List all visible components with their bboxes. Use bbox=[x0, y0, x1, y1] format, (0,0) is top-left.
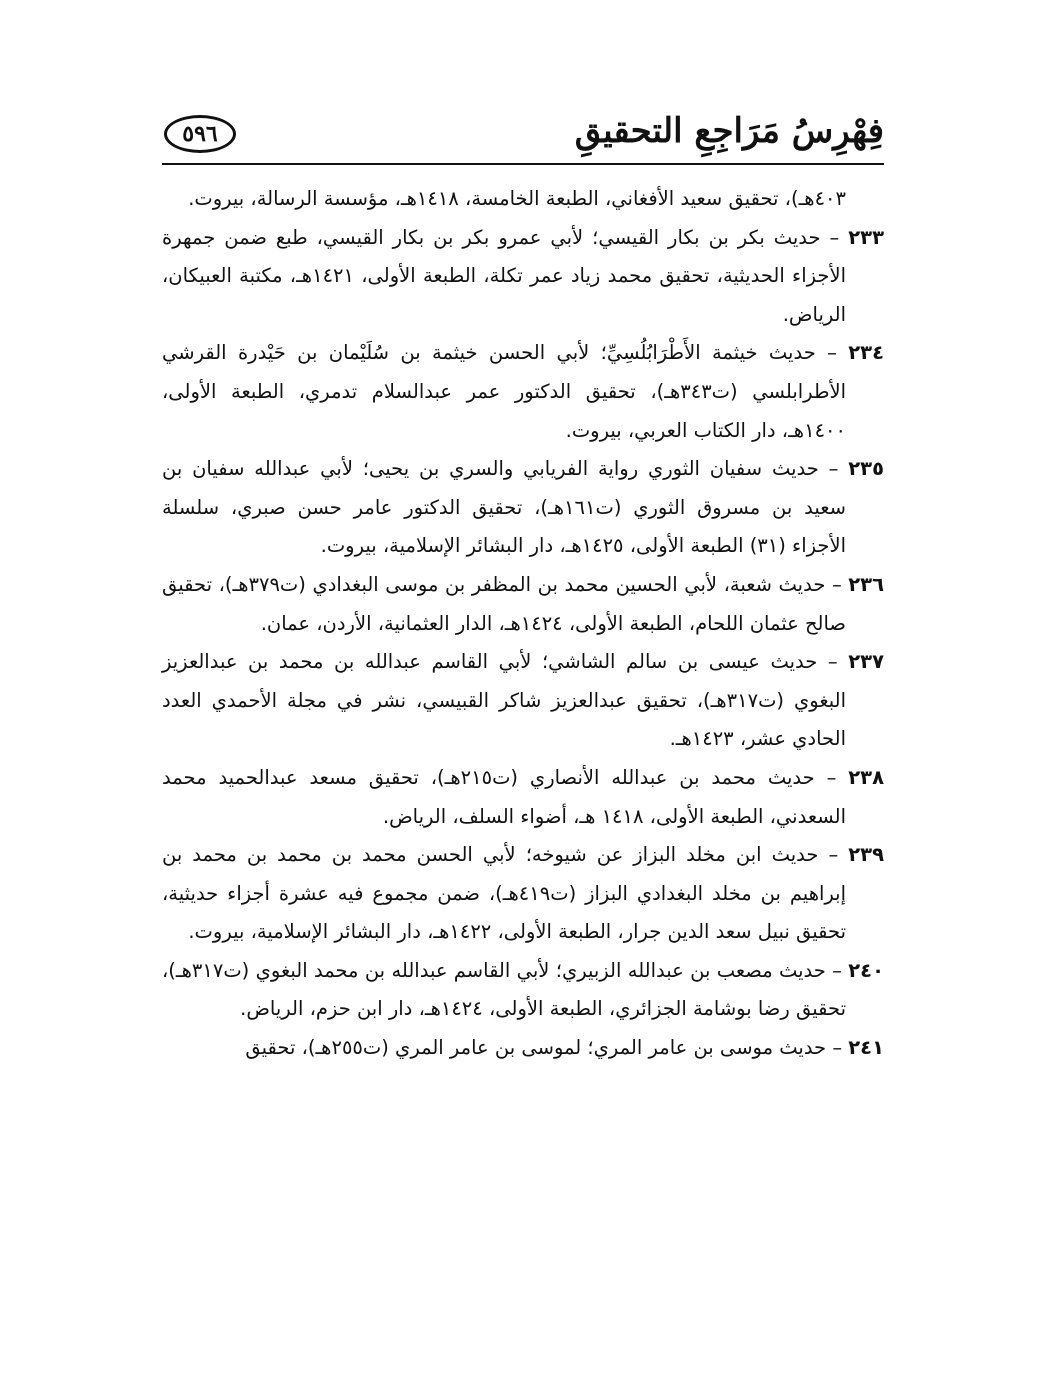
entry-text: حديث عيسى بن سالم الشاشي؛ لأبي القاسم عبدالله بن محمد بن عبدالعزيز البغوي (ت٣١٧هـ)، تحقيق عبدالعزيز شاكر القبيسي، نشر في مجلة الأحمدي العدد الحادي عشر، ١٤٢٣هـ. bbox=[162, 650, 846, 751]
reference-entry: ٢٣٤ – حديث خيثمة الأَطْرَابُلُسِيِّ؛ لأبي الحسن خيثمة بن سُلَيْمان بن حَيْدرة القرشي الأطرابلسي (ت٣٤٣هـ)، تحقيق الدكتور عمر عبدالسلام تدمري، الطبعة الأولى، ١٤٠٠هـ، دار الكتاب العربي، بيروت. bbox=[162, 341, 884, 442]
entry-number: ٢٣٩ bbox=[848, 843, 884, 867]
page-title: فِهْرِسُ مَرَاجِعِ التحقيقِ bbox=[574, 111, 884, 151]
header-divider bbox=[162, 163, 884, 165]
entry-text: حديث مصعب بن عبدالله الزبيري؛ لأبي القاسم عبدالله بن محمد البغوي (ت٣١٧هـ)، تحقيق رضا بوشامة الجزائري، الطبعة الأولى، ١٤٢٤هـ، دار ابن حزم، الرياض. bbox=[162, 958, 846, 1021]
entry-number: ٢٣٨ bbox=[848, 765, 884, 789]
reference-entry: ٢٣٧ – حديث عيسى بن سالم الشاشي؛ لأبي القاسم عبدالله بن محمد بن عبدالعزيز البغوي (ت٣١٧هـ)، تحقيق عبدالعزيز شاكر القبيسي، نشر في مجلة الأحمدي العدد الحادي عشر، ١٤٢٣هـ. bbox=[162, 650, 884, 751]
entry-number: ٢٣٣ bbox=[848, 225, 884, 249]
references-list bbox=[162, 180, 884, 1068]
entry-number: ٢٣٥ bbox=[848, 457, 884, 481]
reference-entry: ٢٣٨ – حديث محمد بن عبدالله الأنصاري (ت٢١٥هـ)، تحقيق مسعد عبدالحميد محمد السعدني، الطبعة الأولى، ١٤١٨ هـ، أضواء السلف، الرياض. bbox=[162, 765, 884, 828]
entry-text: حديث ابن مخلد البزاز عن شيوخه؛ لأبي الحسن محمد بن محمد بن محمد بن إبراهيم بن مخلد البغدادي البزاز (ت٤١٩هـ)، ضمن مجموع فيه عشرة أجزاء حديثية، تحقيق نبيل سعد الدين جرار، الطبعة الأولى، ١٤٢٢هـ، دار البشائر الإسلامية، بيروت. bbox=[162, 843, 846, 944]
entry-number: ٢٣٧ bbox=[848, 650, 884, 674]
entry-text: حديث موسى بن عامر المري؛ لموسى بن عامر المري (ت٢٥٥هـ)، تحقيق bbox=[245, 1036, 827, 1060]
entry-text: حديث شعبة، لأبي الحسين محمد بن المظفر بن موسى البغدادي (ت٣٧٩هـ)، تحقيق صالح عثمان اللحام، الطبعة الأولى، ١٤٢٤هـ، الدار العثمانية، الأردن، عمان. bbox=[162, 572, 846, 635]
entry-text: حديث خيثمة الأَطْرَابُلُسِيِّ؛ لأبي الحسن خيثمة بن سُلَيْمان بن حَيْدرة القرشي الأطرابلسي (ت٣٤٣هـ)، تحقيق الدكتور عمر عبدالسلام تدمري، الطبعة الأولى، ١٤٠٠هـ، دار الكتاب العربي، بيروت. bbox=[162, 341, 847, 442]
entry-text: حديث بكر بن بكار القيسي؛ لأبي عمرو بكر بن بكار القيسي، طبع ضمن جمهرة الأجزاء الحديثية، تحقيق محمد زياد عمر تكلة، الطبعة الأولى، ١٤٢١هـ، مكتبة العبيكان، الرياض. bbox=[162, 225, 846, 326]
continued-entry: ٤٠٣هـ)، تحقيق سعيد الأفغاني، الطبعة الخامسة، ١٤١٨هـ، مؤسسة الرسالة، بيروت. bbox=[188, 187, 846, 210]
entry-text: حديث محمد بن عبدالله الأنصاري (ت٢١٥هـ)، تحقيق مسعد عبدالحميد محمد السعدني، الطبعة الأولى، ١٤١٨ هـ، أضواء السلف، الرياض. bbox=[162, 765, 846, 828]
page-number-badge: ٥٩٦ bbox=[164, 115, 236, 153]
reference-entry: ٢٣٥ – حديث سفيان الثوري رواية الفريابي والسري بن يحيى؛ لأبي عبدالله سفيان بن سعيد بن مسروق الثوري (ت١٦١هـ)، تحقيق الدكتور عامر حسن صبري، سلسلة الأجزاء (٣١) الطبعة الأولى، ١٤٢٥هـ، دار البشائر الإسلامية، بيروت. bbox=[162, 457, 884, 558]
entry-text: حديث سفيان الثوري رواية الفريابي والسري بن يحيى؛ لأبي عبدالله سفيان بن سعيد بن مسروق الثوري (ت١٦١هـ)، تحقيق الدكتور عامر حسن صبري، سلسلة الأجزاء (٣١) الطبعة الأولى، ١٤٢٥هـ، دار البشائر الإسلامية، بيروت. bbox=[162, 457, 846, 558]
reference-entry: ٢٣٦ – حديث شعبة، لأبي الحسين محمد بن المظفر بن موسى البغدادي (ت٣٧٩هـ)، تحقيق صالح عثمان اللحام، الطبعة الأولى، ١٤٢٤هـ، الدار العثمانية، الأردن، عمان. bbox=[162, 572, 884, 635]
entry-number: ٢٤٠ bbox=[848, 958, 884, 982]
entry-number: ٢٤١ bbox=[848, 1036, 884, 1060]
reference-entry: ٢٤٠ – حديث مصعب بن عبدالله الزبيري؛ لأبي القاسم عبدالله بن محمد البغوي (ت٣١٧هـ)، تحقيق رضا بوشامة الجزائري، الطبعة الأولى، ١٤٢٤هـ، دار ابن حزم، الرياض. bbox=[162, 958, 884, 1021]
reference-entry: ٢٣٩ – حديث ابن مخلد البزاز عن شيوخه؛ لأبي الحسن محمد بن محمد بن محمد بن إبراهيم بن مخلد البغدادي البزاز (ت٤١٩هـ)، ضمن مجموع فيه عشرة أجزاء حديثية، تحقيق نبيل سعد الدين جرار، الطبعة الأولى، ١٤٢٢هـ، دار البشائر الإسلامية، بيروت. bbox=[162, 843, 884, 944]
entry-number: ٢٣٤ bbox=[848, 341, 884, 365]
page-header bbox=[162, 105, 884, 165]
reference-entry: ٢٣٣ – حديث بكر بن بكار القيسي؛ لأبي عمرو بكر بن بكار القيسي، طبع ضمن جمهرة الأجزاء الحديثية، تحقيق محمد زياد عمر تكلة، الطبعة الأولى، ١٤٢١هـ، مكتبة العبيكان، الرياض. bbox=[162, 225, 884, 326]
reference-entry: ٢٤١ – حديث موسى بن عامر المري؛ لموسى بن عامر المري (ت٢٥٥هـ)، تحقيق bbox=[245, 1036, 884, 1060]
entry-number: ٢٣٦ bbox=[848, 572, 884, 596]
